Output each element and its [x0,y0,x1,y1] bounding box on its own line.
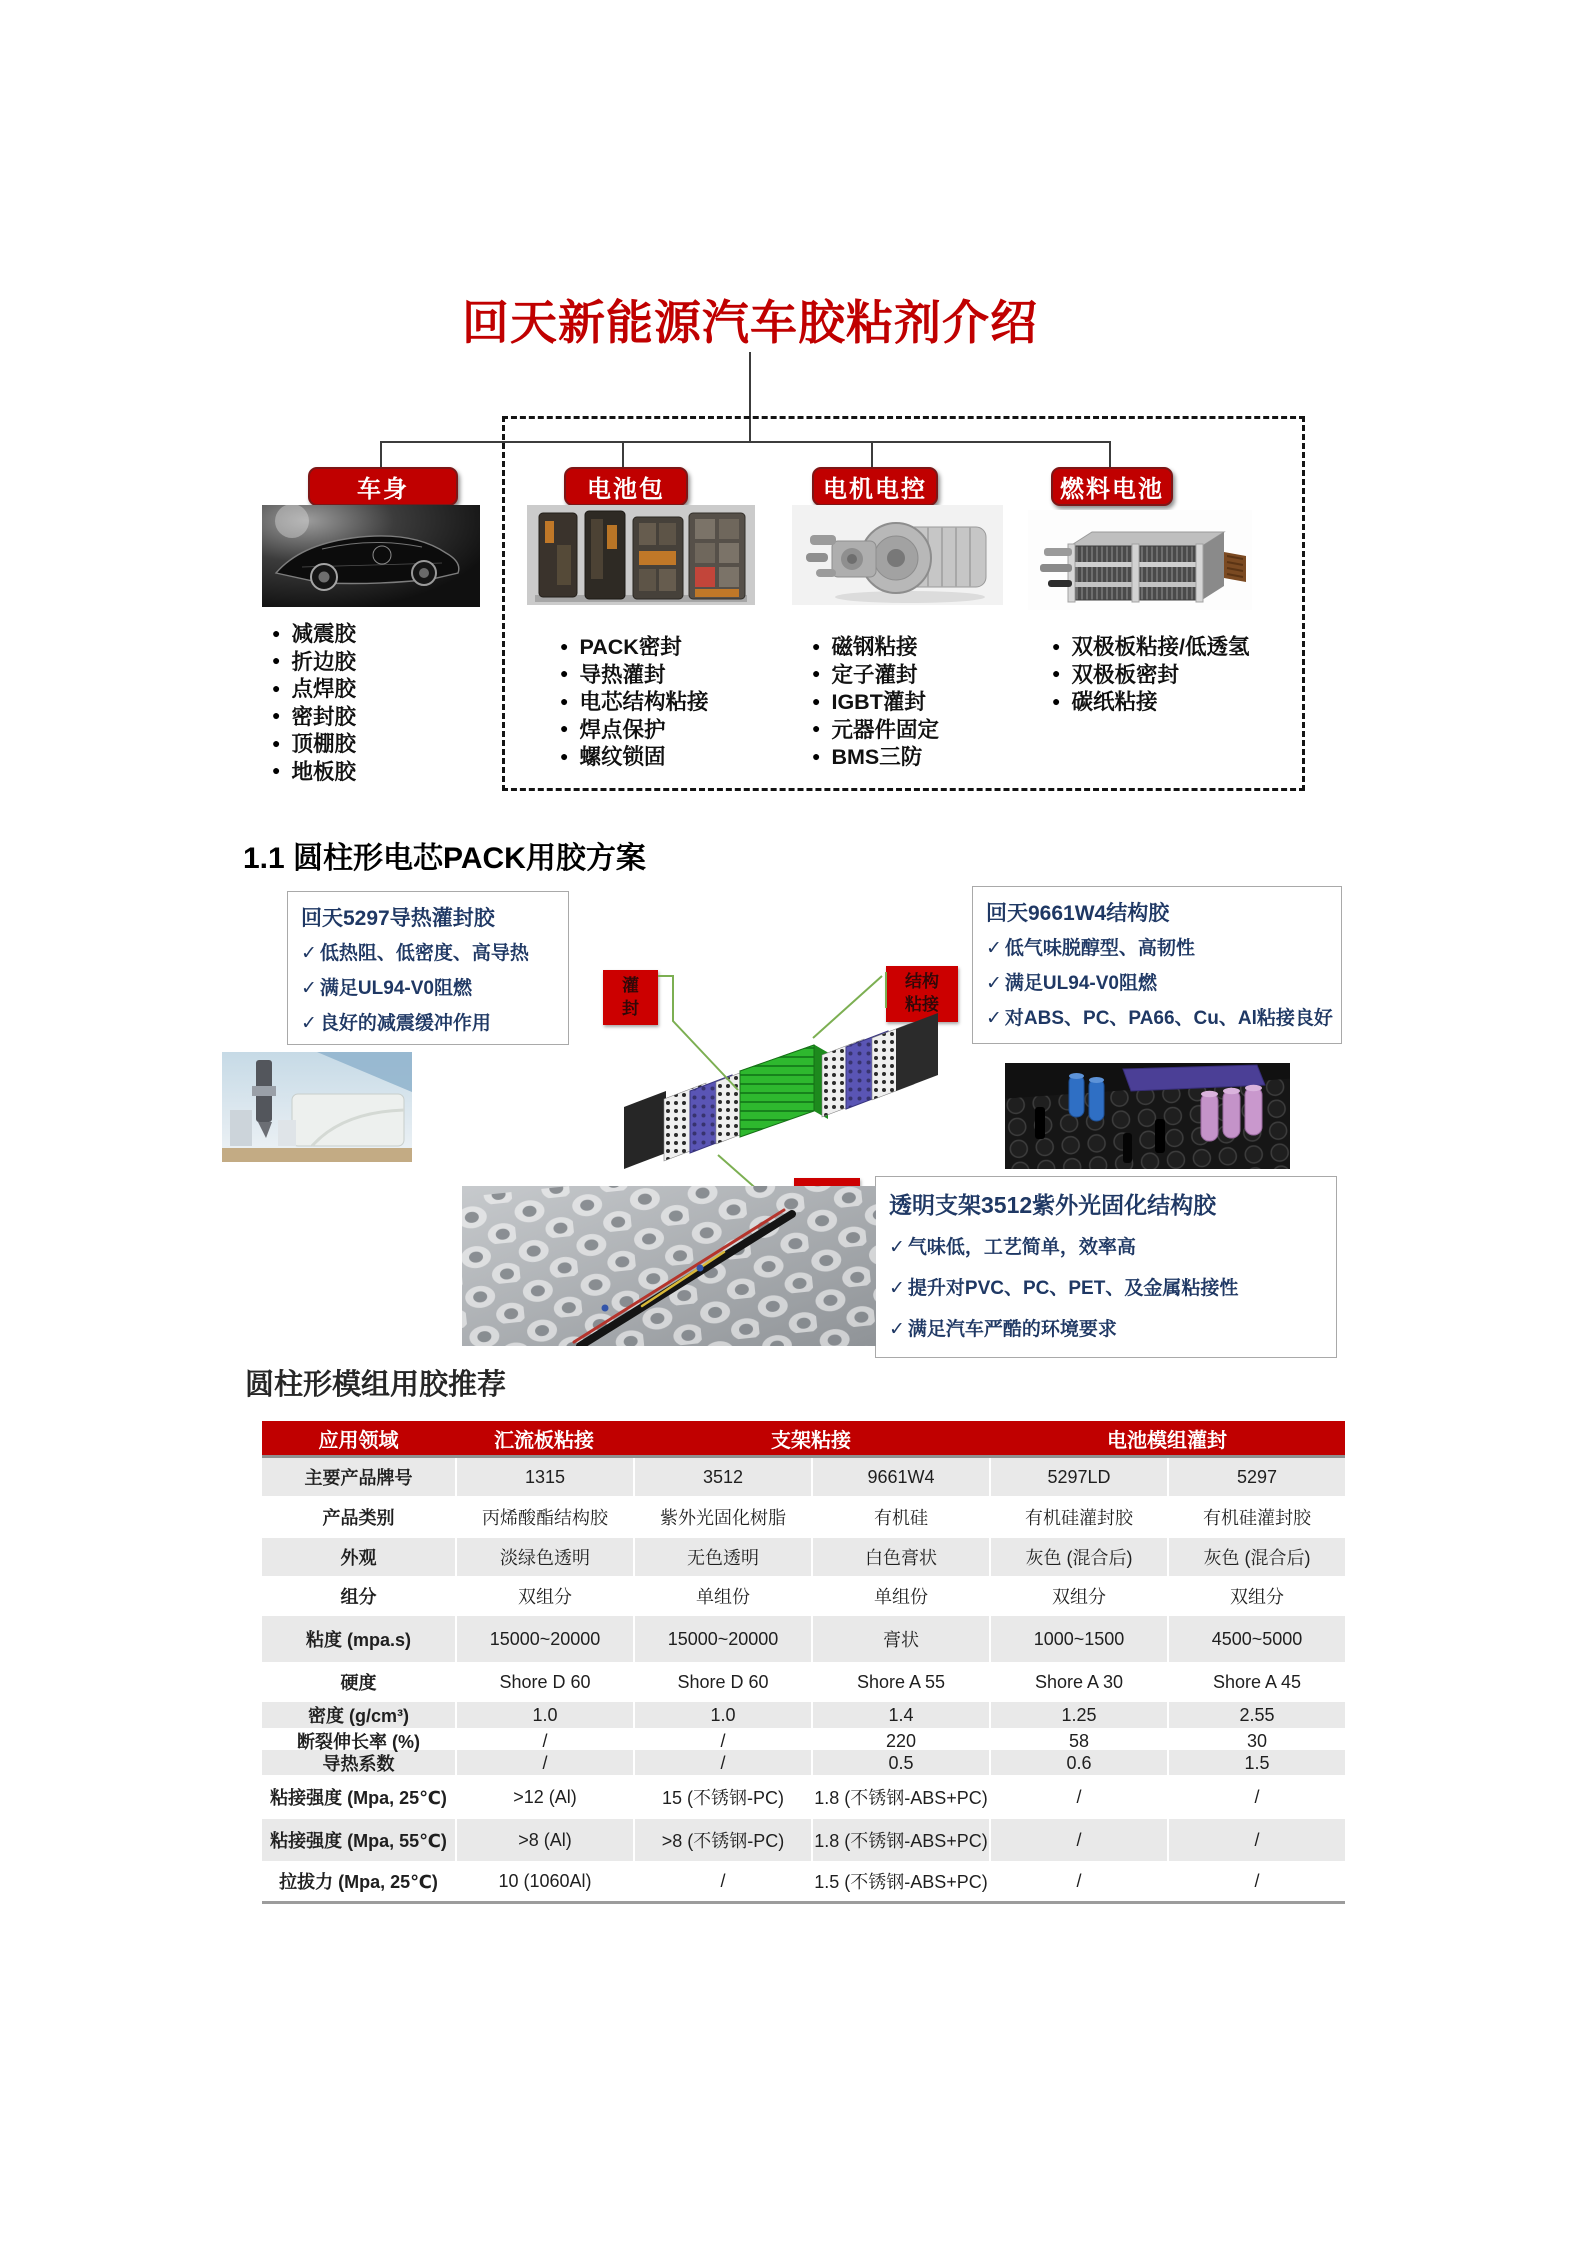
callout-title: 回天5297导热灌封胶 [301,907,495,930]
callout-points [986,931,1333,1036]
table-cell: / [455,1750,633,1776]
callout-points [301,936,555,1041]
table-cell: / [989,1861,1167,1901]
table-cell: 有机硅灌封胶 [1167,1496,1345,1538]
table-cell: 58 [989,1728,1167,1754]
table-cell: 1315 [455,1458,633,1496]
list-item: ● PACK密封 [560,632,708,660]
table-cell: 断裂伸长率 (%) [297,1732,420,1752]
exploded-module-diagram [618,995,948,1180]
table-cell: 无色透明 [633,1538,811,1576]
category-box-battery-pack: 电池包 [564,467,688,506]
table-cell: 0.6 [989,1750,1167,1776]
table-cell: 淡绿色透明 [455,1538,633,1576]
table-cell: 5297LD [989,1458,1167,1496]
table-cell: 双组分 [455,1576,633,1616]
page-title: 回天新能源汽车胶粘剂介绍 [462,296,1038,349]
table-row [262,1750,1345,1775]
battery-pack-photo [527,505,755,605]
table-cell: 有机硅灌封胶 [989,1496,1167,1538]
tag-line: 粘接 [905,995,939,1014]
table-cell: 30 [1167,1728,1345,1754]
table-cell: Shore D 60 [633,1662,811,1702]
table-cell: 粘度 (mpa.s) [305,1630,411,1650]
table-cell: 9661W4 [811,1458,989,1496]
callout-point: ✓ 低气味脱醇型、高韧性 [986,931,1328,966]
table-cell: 15000~20000 [455,1616,633,1662]
list-item: ● 元器件固定 [812,715,939,743]
category-box-body: 车身 [308,467,458,506]
list-item: ● 碳纸粘接 [1052,687,1249,715]
table-cell: 0.5 [811,1750,989,1776]
table-cell: 主要产品牌号 [304,1468,413,1488]
table-cell: 双组分 [1167,1576,1345,1616]
table-cell: 灰色 (混合后) [989,1538,1167,1576]
table-cell: 有机硅 [811,1496,989,1538]
list-body-items [272,619,356,784]
table-cell: / [633,1861,811,1901]
table-row [262,1819,1345,1861]
table-cell: 膏状 [811,1616,989,1662]
list-item: ● 密封胶 [272,702,356,730]
table-cell: / [633,1728,811,1754]
list-item: ● IGBT灌封 [812,687,939,715]
table-cell: 1.0 [455,1702,633,1728]
callout-point: ✓ 提升对PVC、PC、PET、及金属粘接性 [889,1269,1323,1310]
callout-title: 回天9661W4结构胶 [986,902,1170,925]
table-cell: / [989,1819,1167,1861]
callout-title: 透明支架3512紫外光固化结构胶 [889,1192,1217,1218]
table-cell: >8 (Al) [455,1819,633,1861]
header-cell: 汇流板粘接 [494,1429,594,1452]
pallet-parts-photo [462,1186,876,1346]
list-item: ● 螺纹锁固 [560,742,708,770]
list-battery-pack-items [560,632,708,770]
tag-line: 封 [622,998,639,1018]
callout-structural-adhesive [972,886,1342,1044]
table-cell: 1.25 [989,1702,1167,1728]
table-cell: 5297 [1167,1458,1345,1496]
header-cell: 应用领域 [318,1429,399,1452]
table-cell: / [455,1728,633,1754]
header-cell: 电池模组灌封 [1107,1429,1227,1452]
list-item: ● 顶棚胶 [272,729,356,757]
potting-process-photo [222,1052,412,1162]
table-cell: 产品类别 [322,1508,395,1528]
table-cell: 丙烯酸酯结构胶 [455,1496,633,1538]
table-cell: 双组分 [989,1576,1167,1616]
table-cell: 灰色 (混合后) [1167,1538,1345,1576]
table-cell: / [1167,1819,1345,1861]
category-box-fuel-cell: 燃料电池 [1051,467,1173,506]
table-row [262,1616,1345,1662]
table-cell: 紫外光固化树脂 [633,1496,811,1538]
callout-point: ✓ 低热阻、低密度、高导热 [301,936,555,971]
list-item: ● 电芯结构粘接 [560,687,708,715]
spec-table [262,1421,1345,1904]
list-item: ● 导热灌封 [560,660,708,688]
table-cell: 1.5 [1167,1750,1345,1776]
table-cell: 1.8 (不锈钢-ABS+PC) [811,1819,989,1861]
callout-uv-adhesive [875,1176,1337,1358]
table-row [262,1458,1345,1496]
table-cell: 粘接强度 (Mpa, 55℃) [270,1831,447,1851]
tree-stub-body [380,441,382,468]
car-body-photo [262,505,480,607]
list-item: ● 磁钢粘接 [812,632,939,660]
list-item: ● 折边胶 [272,647,356,675]
table-cell: Shore A 45 [1167,1662,1345,1702]
table-cell: 2.55 [1167,1702,1345,1728]
table-cell: / [1167,1775,1345,1819]
fuel-cell-photo [1028,510,1252,610]
table-title: 圆柱形模组用胶推荐 [245,1369,507,1401]
table-cell: 粘接强度 (Mpa, 25℃) [270,1788,447,1808]
table-row [262,1775,1345,1819]
section-heading: 1.1 圆柱形电芯PACK用胶方案 [243,842,646,875]
table-cell: >12 (Al) [455,1775,633,1819]
table-cell: 硬度 [340,1673,377,1693]
table-row [262,1496,1345,1538]
table-cell: / [989,1775,1167,1819]
table-cell: Shore A 30 [989,1662,1167,1702]
table-cell: 10 (1060Al) [455,1861,633,1901]
table-cell: 15 (不锈钢-PC) [633,1775,811,1819]
category-box-motor-control: 电机电控 [812,467,938,506]
table-cell: 组分 [340,1587,377,1607]
table-cell: / [1167,1861,1345,1901]
table-cell: 单组份 [811,1576,989,1616]
spec-table-header [262,1421,1345,1458]
header-cell: 支架粘接 [771,1429,851,1452]
table-cell: 1.4 [811,1702,989,1728]
table-row [262,1538,1345,1576]
callout-point: ✓ 满足UL94-V0阻燃 [986,966,1328,1001]
table-cell: 单组份 [633,1576,811,1616]
table-cell: 1.8 (不锈钢-ABS+PC) [811,1775,989,1819]
table-cell: 密度 (g/cm³) [308,1706,409,1726]
table-cell: Shore D 60 [455,1662,633,1702]
table-row [262,1662,1345,1702]
table-cell: 1.0 [633,1702,811,1728]
list-item: ● 点焊胶 [272,674,356,702]
table-cell: 导热系数 [322,1754,395,1774]
list-motor-control-items [812,632,939,770]
callout-potting-adhesive [287,891,569,1045]
table-row [262,1576,1345,1616]
table-cell: 拉拔力 (Mpa, 25℃) [279,1872,438,1892]
table-cell: 3512 [633,1458,811,1496]
table-cell: / [633,1750,811,1776]
table-cell: Shore A 55 [811,1662,989,1702]
table-cell: 1000~1500 [989,1616,1167,1662]
cylindrical-cells-photo [1005,1063,1290,1169]
table-cell: 白色膏状 [811,1538,989,1576]
callout-point: ✓ 对ABS、PC、PA66、Cu、Al粘接良好 [986,1001,1328,1036]
list-fuel-cell-items [1052,632,1249,715]
table-cell: 外观 [340,1548,377,1568]
callout-point: ✓ 气味低，工艺简单，效率高 [889,1228,1323,1269]
table-row [262,1728,1345,1750]
callout-point: ✓ 满足汽车严酷的环境要求 [889,1310,1323,1351]
table-cell: 220 [811,1728,989,1754]
list-item: ● 焊点保护 [560,715,708,743]
callout-point: ✓ 良好的减震缓冲作用 [301,1006,555,1041]
table-row [262,1861,1345,1901]
list-item: ● 地板胶 [272,757,356,785]
callout-points [889,1228,1323,1351]
table-cell: 15000~20000 [633,1616,811,1662]
list-item: ● 双极板密封 [1052,660,1249,688]
spec-table-body [262,1458,1345,1904]
tag-line: 灌 [622,975,639,995]
list-item: ● 定子灌封 [812,660,939,688]
motor-controller-photo [792,505,1003,605]
table-cell: 4500~5000 [1167,1616,1345,1662]
tag-line: 结构 [905,972,939,992]
list-item: ● 双极板粘接/低透氢 [1052,632,1249,660]
callout-point: ✓ 满足UL94-V0阻燃 [301,971,555,1006]
table-cell: >8 (不锈钢-PC) [633,1819,811,1861]
list-item: ● BMS三防 [812,742,939,770]
table-row [262,1702,1345,1728]
list-item: ● 减震胶 [272,619,356,647]
table-cell: 1.5 (不锈钢-ABS+PC) [811,1861,989,1901]
